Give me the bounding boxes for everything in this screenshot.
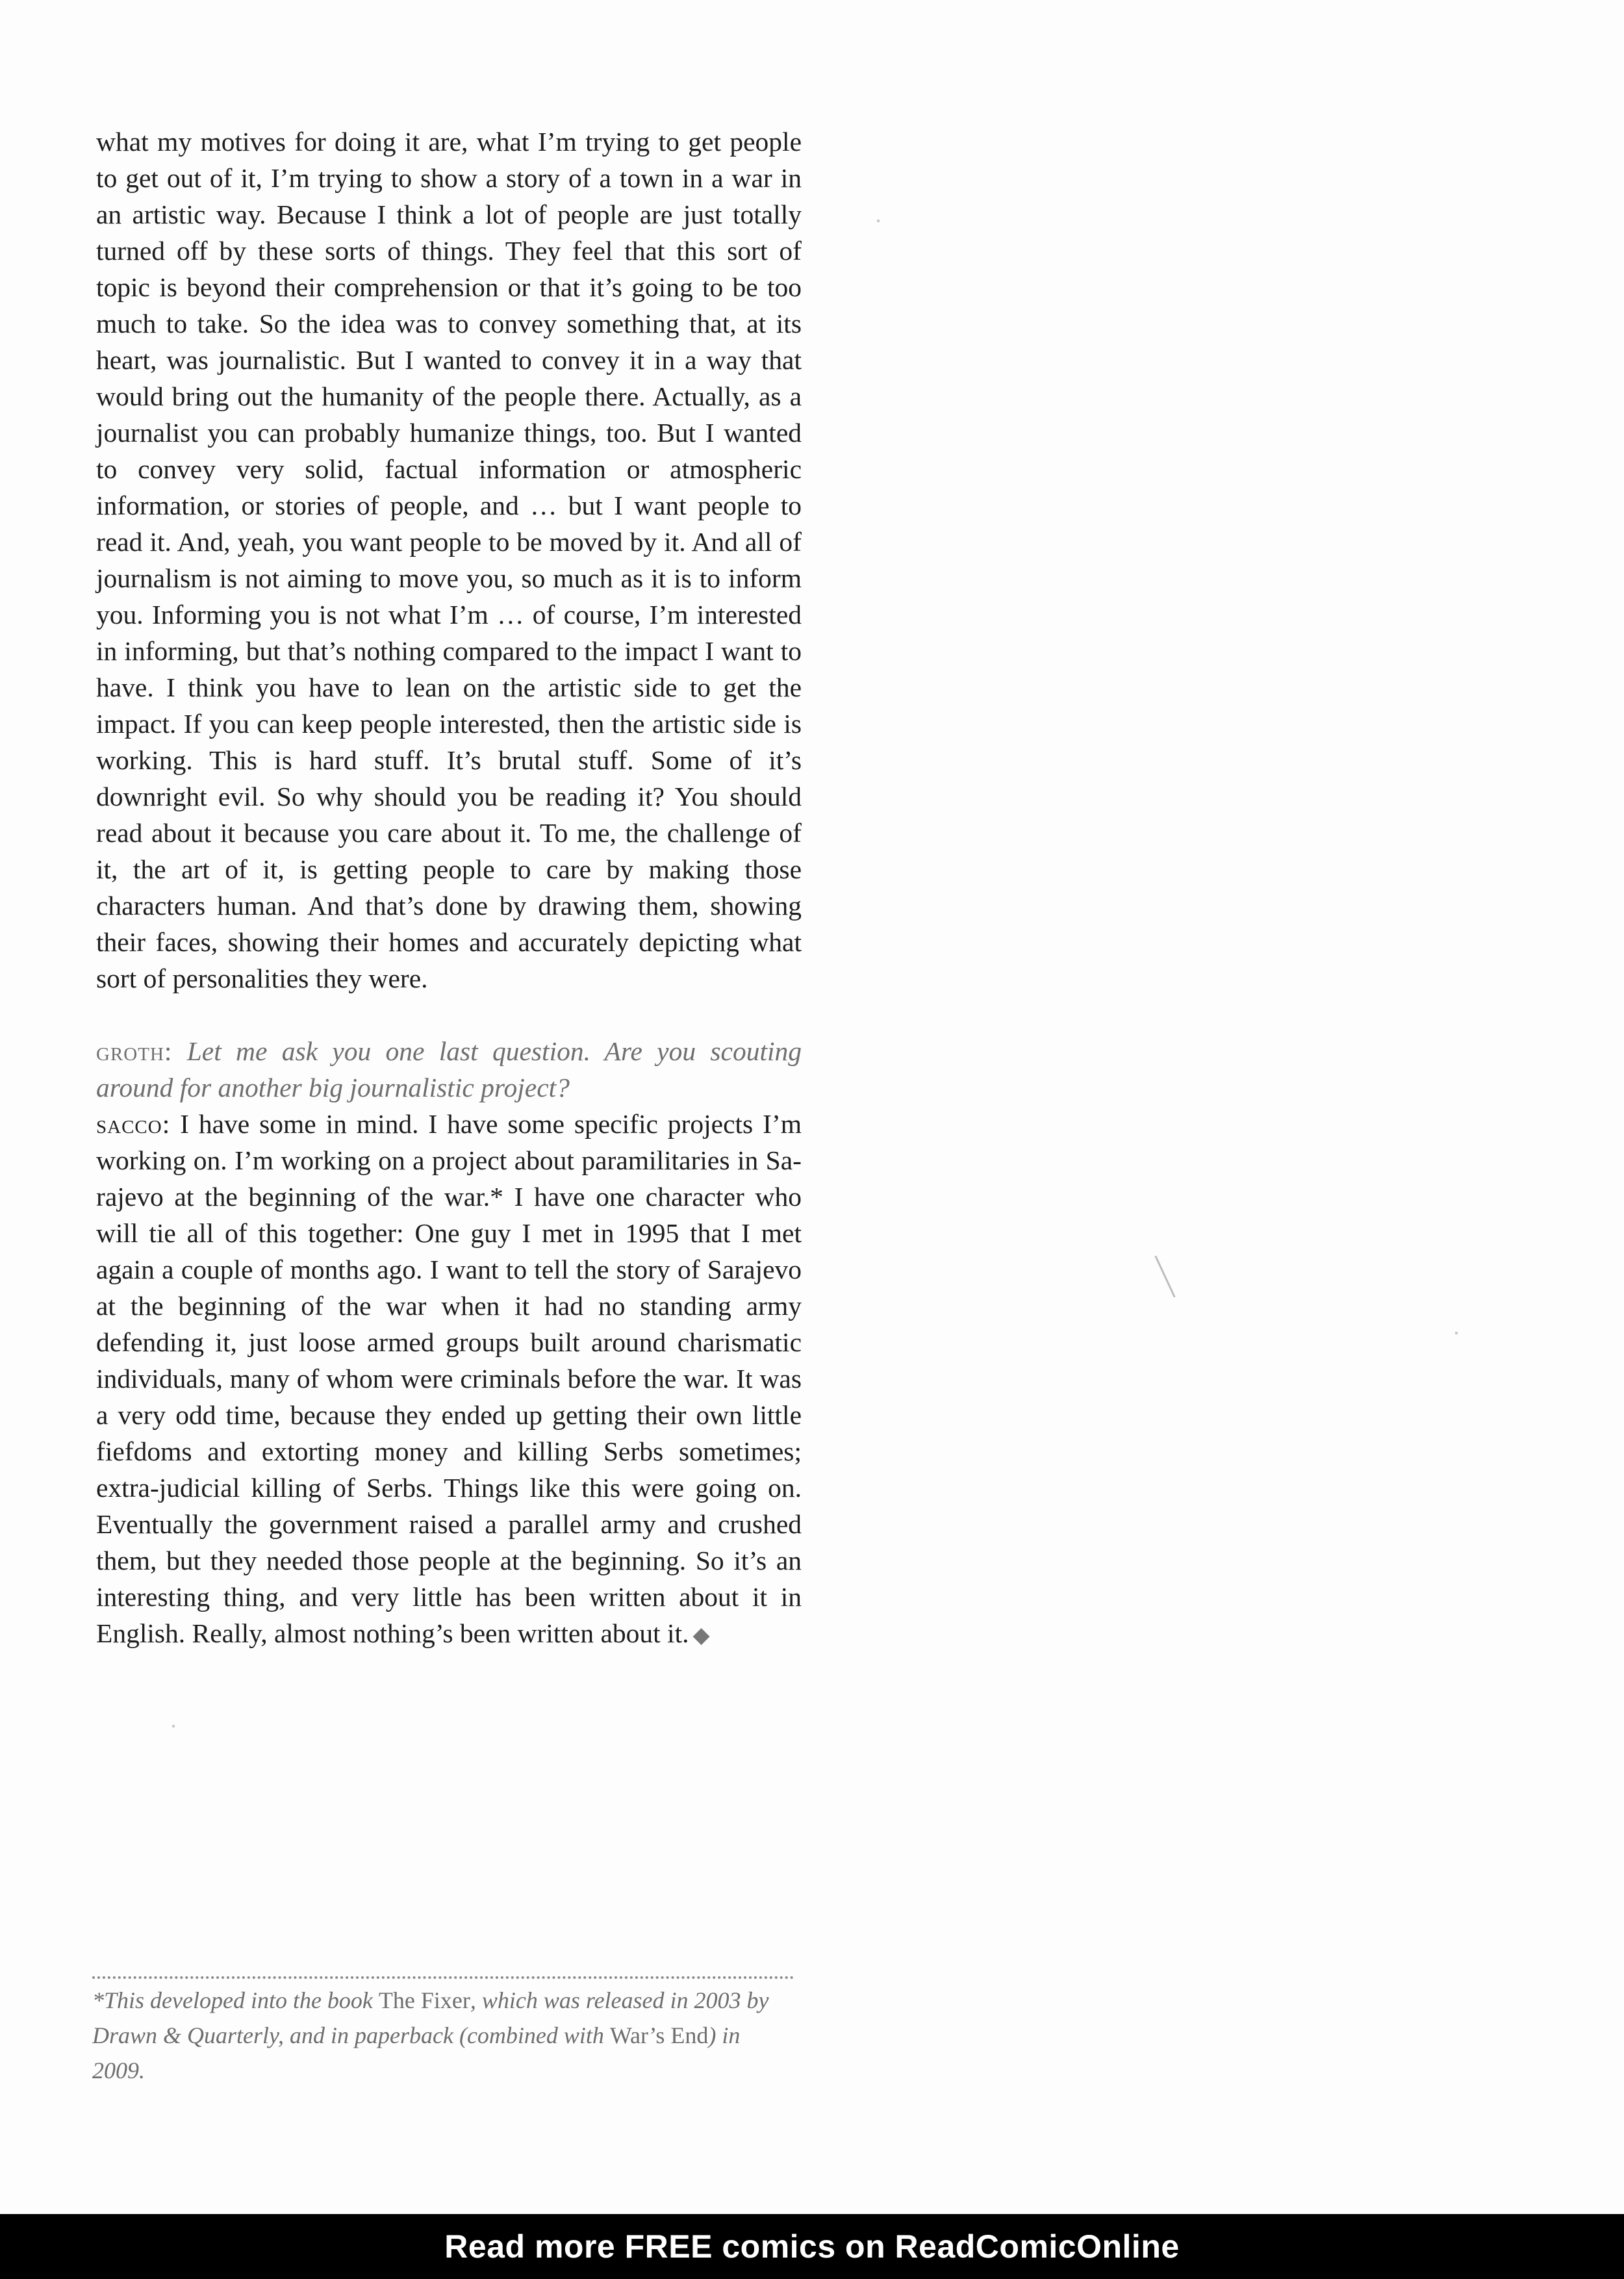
footnote — [92, 1983, 798, 2088]
question-text: Let me ask you one last question. Are you scouting around for another big journalistic project? — [96, 1036, 802, 1102]
footnote-book-title-wars-end: War’s End — [609, 2022, 709, 2048]
scan-speck — [172, 1725, 175, 1727]
promo-banner[interactable] — [0, 2214, 1624, 2279]
scan-speck — [877, 220, 880, 222]
footnote-book-title-fixer: The Fixer — [378, 1987, 470, 2013]
promo-banner-text[interactable]: Read more FREE comics on ReadComicOnline — [444, 2228, 1180, 2265]
footnote-part2: , which was released in 2003 by Drawn & Quarterly, and in paperback (combined with — [92, 1987, 769, 2048]
footnote-divider — [92, 1976, 794, 1979]
interview-question — [96, 1033, 802, 1106]
question-speaker: groth: — [96, 1036, 173, 1066]
interview-exchange — [96, 1033, 802, 1654]
scan-speck — [1154, 1256, 1175, 1298]
answer-text: I have some in mind. I have some specific projects I’m working on. I’m working on a project about paramilitaries in Sarajevo at the beginning of the war.* I have one character who will tie all of this together: One guy I met in 1995 that I met again a couple of months ago. I want to tell the story of Sarajevo at the beginning of the war when it had no standing army defending it, just loose armed groups built around charismatic individuals, many of whom were criminals before the war. It was a very odd time, because they ended up getting their own little fiefdoms and extorting money and killing Serbs sometimes; extra-judicial killing of Serbs. Things like this were going on. Eventually the government raised a parallel army and crushed them, but they needed those people at the beginning. So it’s an interesting thing, and very little has been written about it in English. Really, almost nothing’s been written about it. — [96, 1109, 802, 1648]
footnote-part1: *This developed into the book — [92, 1987, 379, 2013]
answer-speaker: sacco: — [96, 1109, 171, 1139]
end-of-article-diamond-icon: ◆ — [692, 1623, 710, 1648]
scan-speck — [1455, 1332, 1458, 1334]
footnote-part3: ) in 2009. — [92, 2022, 741, 2083]
interview-answer — [96, 1106, 802, 1654]
article-column — [96, 123, 802, 1654]
body-paragraph: what my motives for doing it are, what I’m trying to get people to get out of it, I’m trying to show a story of a town in a war in an artistic way. Because I think a lot of people are just totally turned off by these sorts of things. They feel that this sort of topic is beyond their comprehension or that it’s going to be too much to take. So the idea was to convey something that, at its heart, was journalistic. But I wanted to convey it in a way that would bring out the humanity of the people there. Actually, as a journalist you can probably humanize things, too. But I wanted to convey very solid, factual information or atmospheric information, or stories of people, and … but I want people to read it. And, yeah, you want people to be moved by it. And all of journalism is not aiming to move you, so much as it is to inform you. Informing you is not what I’m … of course, I’m interested in informing, but that’s nothing compared to the impact I want to have. I think you have to lean on the artistic side to get the impact. If you can keep people interested, then the artistic side is working. This is hard stuff. It’s brutal stuff. Some of it’s downright evil. So why should you be reading it? You should read about it because you care about it. To me, the challenge of it, the art of it, is getting people to care by making those characters human. And that’s done by drawing them, showing their faces, showing their homes and accurately depicting what sort of personalities they were. — [96, 127, 802, 993]
